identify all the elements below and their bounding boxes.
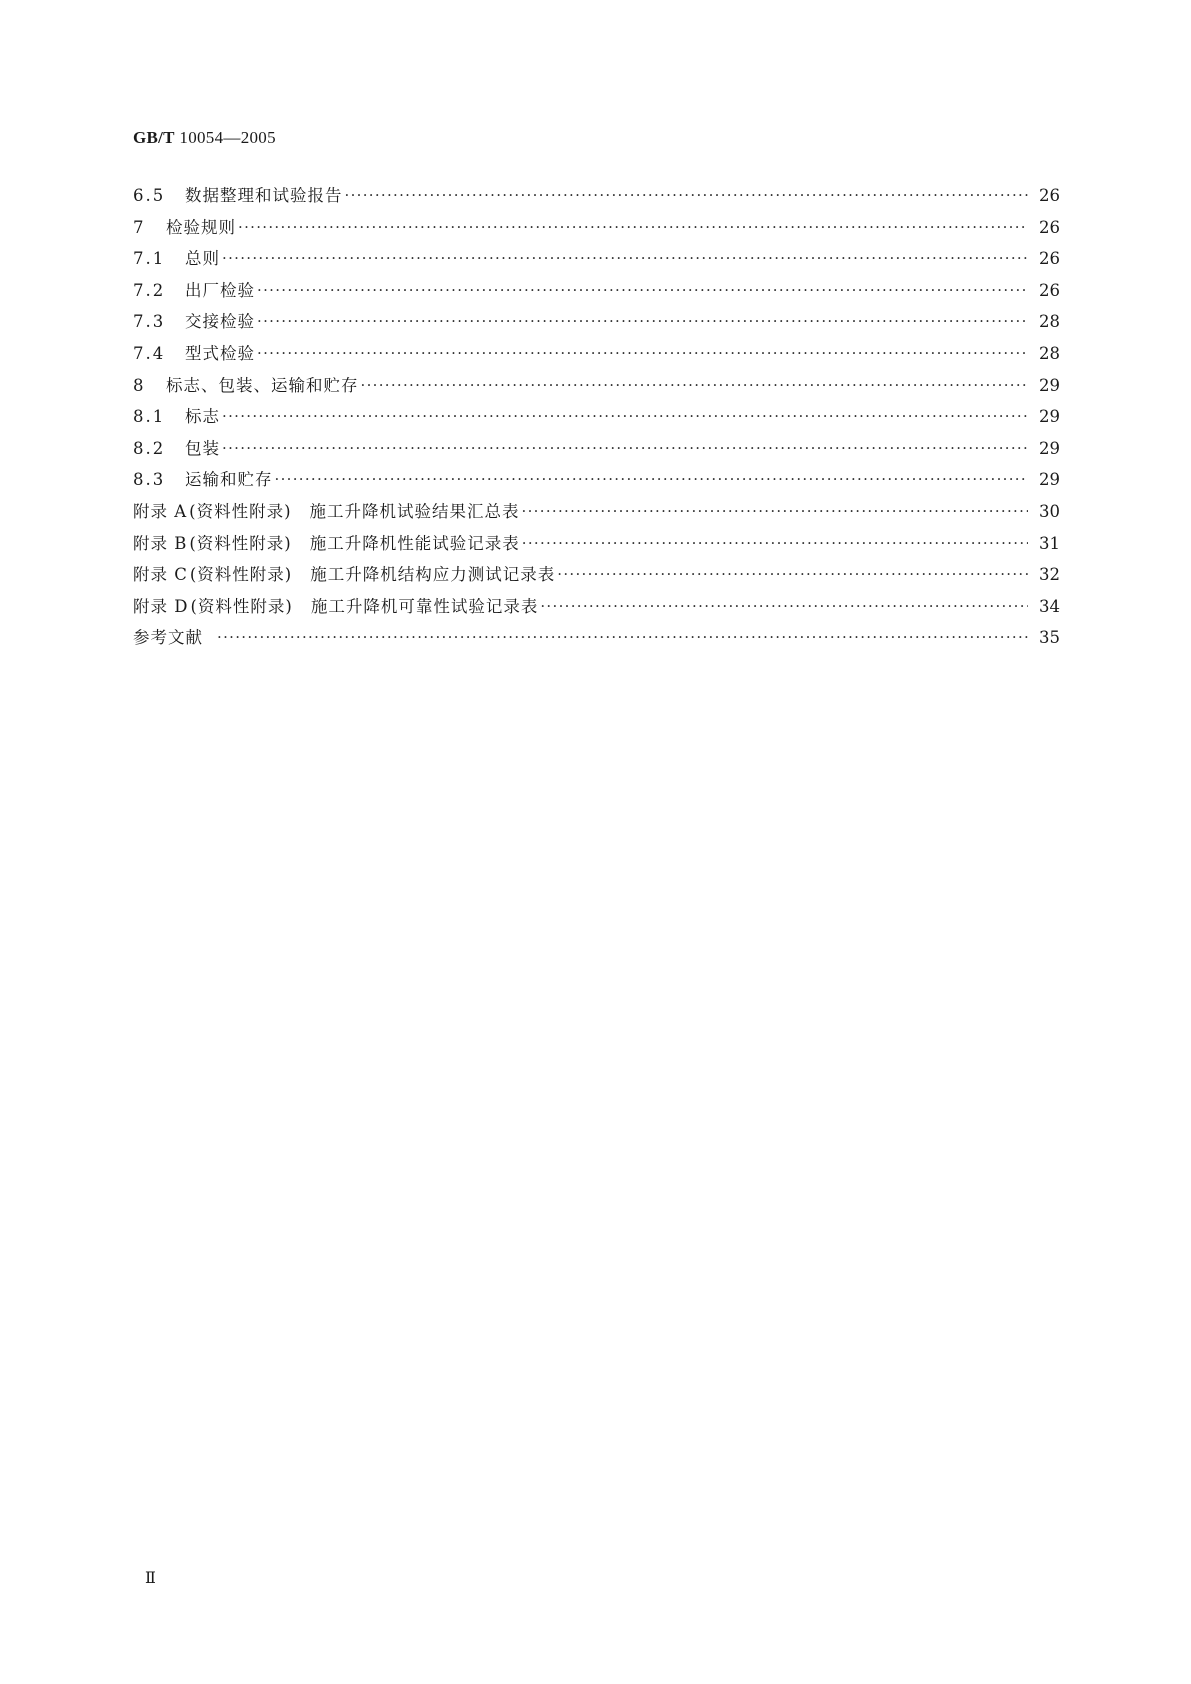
dot-leader bbox=[217, 622, 1028, 654]
appendix-title: 施工升降机试验结果汇总表 bbox=[309, 501, 520, 521]
toc-entry-8[interactable] bbox=[133, 370, 1060, 402]
toc-entry-7[interactable] bbox=[133, 212, 1060, 244]
toc-entry-title: 标志 bbox=[185, 407, 220, 427]
toc-entry-title: 标志、包装、运输和贮存 bbox=[166, 375, 359, 395]
toc-entry-8-1[interactable] bbox=[133, 401, 1060, 433]
dot-leader bbox=[540, 591, 1028, 623]
dot-leader bbox=[345, 180, 1029, 212]
toc-entry-title: 数据整理和试验报告 bbox=[185, 186, 343, 205]
toc-entry-number: 7.4 bbox=[133, 343, 166, 363]
toc-entry-page: 34 bbox=[1039, 596, 1060, 616]
dot-leader bbox=[238, 212, 1028, 244]
toc-entry-page: 28 bbox=[1039, 343, 1060, 363]
references-title: 参考文献 bbox=[133, 628, 203, 648]
toc-entry-page: 26 bbox=[1039, 280, 1060, 300]
toc-entry-7-4[interactable] bbox=[133, 338, 1060, 370]
table-of-contents bbox=[133, 180, 1060, 654]
toc-entry-title: 型式检验 bbox=[185, 343, 255, 363]
toc-entry-page: 32 bbox=[1039, 565, 1060, 585]
appendix-label: 附录 C bbox=[133, 565, 188, 585]
toc-entry-page: 26 bbox=[1039, 249, 1060, 269]
toc-entry-number: 8.2 bbox=[133, 438, 166, 458]
standard-code-prefix: GB/T bbox=[133, 128, 175, 147]
dot-leader bbox=[257, 275, 1028, 307]
dot-leader bbox=[222, 401, 1028, 433]
appendix-label: 附录 D bbox=[133, 596, 189, 616]
toc-appendix-a[interactable] bbox=[133, 496, 1060, 528]
toc-appendix-d[interactable] bbox=[133, 591, 1060, 623]
dot-leader bbox=[522, 528, 1028, 560]
appendix-title: 施工升降机性能试验记录表 bbox=[309, 533, 520, 553]
toc-entry-title: 运输和贮存 bbox=[185, 470, 273, 490]
appendix-type: (资料性附录) bbox=[189, 565, 293, 585]
toc-entry-number: 7.2 bbox=[133, 280, 166, 300]
toc-entry-8-3[interactable] bbox=[133, 464, 1060, 496]
toc-entry-page: 28 bbox=[1039, 312, 1060, 332]
toc-entry-page: 35 bbox=[1039, 628, 1060, 648]
toc-entry-7-1[interactable] bbox=[133, 243, 1060, 275]
appendix-type: (资料性附录) bbox=[189, 533, 292, 553]
toc-entry-number: 7 bbox=[133, 217, 146, 237]
toc-entry-number: 8.3 bbox=[133, 470, 166, 490]
toc-entry-7-2[interactable] bbox=[133, 275, 1060, 307]
appendix-title: 施工升降机可靠性试验记录表 bbox=[310, 596, 539, 616]
standard-code-number: 10054—2005 bbox=[179, 128, 276, 147]
appendix-type: (资料性附录) bbox=[190, 596, 293, 616]
toc-entry-title: 检验规则 bbox=[166, 217, 236, 237]
toc-entry-6-5[interactable] bbox=[133, 180, 1060, 212]
page-number: Ⅱ bbox=[145, 1570, 156, 1587]
toc-references[interactable] bbox=[133, 622, 1060, 654]
toc-entry-title: 交接检验 bbox=[185, 312, 255, 332]
page-header bbox=[133, 128, 276, 148]
appendix-title: 施工升降机结构应力测试记录表 bbox=[310, 565, 556, 585]
dot-leader bbox=[361, 370, 1029, 402]
toc-entry-7-3[interactable] bbox=[133, 306, 1060, 338]
dot-leader bbox=[222, 433, 1028, 465]
toc-entry-page: 29 bbox=[1039, 470, 1060, 490]
dot-leader bbox=[522, 496, 1028, 528]
toc-entry-page: 26 bbox=[1039, 217, 1060, 237]
dot-leader bbox=[557, 559, 1028, 591]
toc-entry-title: 出厂检验 bbox=[185, 280, 255, 300]
toc-entry-page: 26 bbox=[1039, 186, 1060, 205]
toc-entry-number: 6.5 bbox=[133, 186, 166, 205]
toc-entry-number: 8.1 bbox=[133, 407, 166, 427]
toc-entry-number: 7.3 bbox=[133, 312, 166, 332]
toc-entry-title: 包装 bbox=[185, 438, 220, 458]
toc-entry-title: 总则 bbox=[185, 249, 220, 269]
dot-leader bbox=[275, 464, 1029, 496]
toc-appendix-b[interactable] bbox=[133, 528, 1060, 560]
dot-leader bbox=[257, 338, 1028, 370]
toc-entry-page: 29 bbox=[1039, 438, 1060, 458]
toc-entry-page: 31 bbox=[1039, 533, 1060, 553]
toc-entry-8-2[interactable] bbox=[133, 433, 1060, 465]
toc-appendix-c[interactable] bbox=[133, 559, 1060, 591]
toc-entry-page: 30 bbox=[1039, 501, 1060, 521]
appendix-label: 附录 B bbox=[133, 533, 188, 553]
appendix-type: (资料性附录) bbox=[189, 501, 292, 521]
toc-entry-number: 8 bbox=[133, 375, 146, 395]
toc-entry-page: 29 bbox=[1039, 375, 1060, 395]
dot-leader bbox=[222, 243, 1028, 275]
toc-entry-number: 7.1 bbox=[133, 249, 166, 269]
appendix-label: 附录 A bbox=[133, 501, 188, 521]
dot-leader bbox=[257, 306, 1028, 338]
toc-entry-page: 29 bbox=[1039, 407, 1060, 427]
